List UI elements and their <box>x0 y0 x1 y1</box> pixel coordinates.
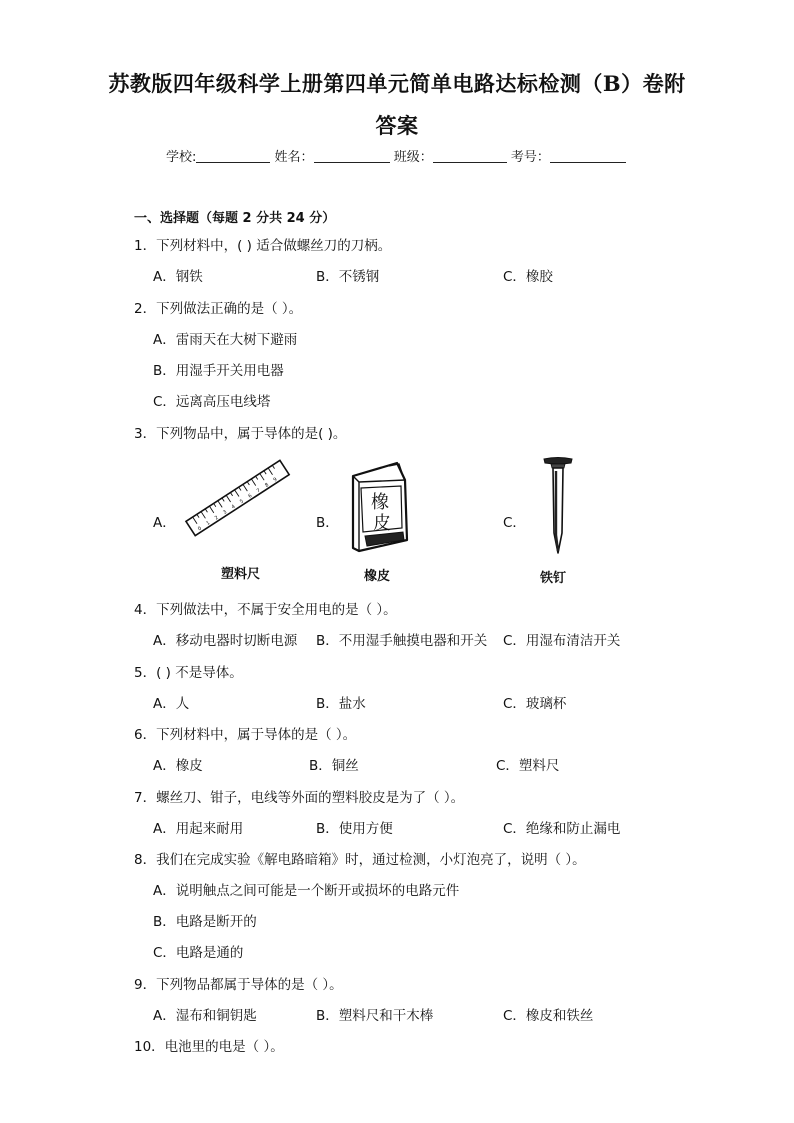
svg-text:8: 8 <box>264 482 271 489</box>
exam-number-blank <box>550 148 626 163</box>
eraser-label-top: 橡 <box>371 492 389 513</box>
q1-option-a: A．钢铁 <box>153 269 203 285</box>
eraser-caption: 橡皮 <box>364 569 391 584</box>
q3-option-a-label: A． <box>153 515 176 531</box>
q2-option-a: A．雷雨天在大树下避雨 <box>153 332 298 348</box>
q4-option-a: A．移动电器时切断电源 <box>153 633 298 649</box>
svg-text:0: 0 <box>196 525 203 533</box>
question-9: 9．下列物品都属于导体的是（ ）。 <box>134 977 343 993</box>
iron-nail-illustration <box>538 455 578 560</box>
q7-option-a: A．用起来耐用 <box>153 821 244 837</box>
q4-option-c: C．用湿布清洁开关 <box>503 633 621 649</box>
q9-option-c: C．橡皮和铁丝 <box>503 1008 594 1024</box>
q6-option-a: A．橡皮 <box>153 758 203 774</box>
question-3: 3．下列物品中，属于导体的是( )。 <box>134 426 347 442</box>
q5-option-a: A．人 <box>153 696 190 712</box>
question-7: 7．螺丝刀、钳子，电线等外面的塑料胶皮是为了（ ）。 <box>134 790 465 806</box>
question-4: 4．下列做法中，不属于安全用电的是（ ）。 <box>134 602 397 618</box>
q8-option-b: B．电路是断开的 <box>153 914 257 930</box>
student-info-line <box>166 146 626 165</box>
q2-option-c: C．远离高压电线塔 <box>153 394 271 410</box>
school-label: 学校: <box>166 150 197 165</box>
svg-text:5: 5 <box>238 498 245 506</box>
q7-option-c: C．绝缘和防止漏电 <box>503 821 621 837</box>
svg-text:1: 1 <box>205 520 212 527</box>
section-heading: 一、选择题（每题 2 分共 24 分） <box>134 211 336 226</box>
question-10: 10．电池里的电是（ ）。 <box>134 1039 284 1055</box>
svg-text:2: 2 <box>213 514 220 522</box>
q7-option-b: B．使用方便 <box>316 821 393 837</box>
q8-option-c: C．电路是通的 <box>153 945 244 961</box>
exam-number-label: 考号： <box>510 150 550 165</box>
question-6: 6．下列材料中，属于导体的是（ ）。 <box>134 727 357 743</box>
question-1: 1．下列材料中，( ) 适合做螺丝刀的刀柄。 <box>134 238 392 254</box>
ruler-caption: 塑料尺 <box>221 567 261 582</box>
name-label: 姓名： <box>274 150 314 165</box>
question-2: 2．下列做法正确的是（ ）。 <box>134 301 303 317</box>
question-8: 8．我们在完成实验《解电路暗箱》时，通过检测，小灯泡亮了，说明（ ）。 <box>134 852 586 868</box>
q1-option-b: B．不锈钢 <box>316 269 380 285</box>
nail-caption: 铁钉 <box>540 571 567 586</box>
class-blank <box>433 148 507 163</box>
q9-option-a: A．湿布和铜钥匙 <box>153 1008 257 1024</box>
q8-option-a: A．说明触点之间可能是一个断开或损坏的电路元件 <box>153 883 460 899</box>
name-blank <box>314 148 390 163</box>
svg-text:7: 7 <box>255 487 262 495</box>
question-5: 5．( ) 不是导体。 <box>134 665 243 681</box>
svg-text:9: 9 <box>272 476 279 484</box>
school-blank <box>196 148 270 163</box>
plastic-ruler-illustration <box>180 452 295 547</box>
exam-title: 苏教版四年级科学上册第四单元简单电路达标检测（B）卷附 <box>108 71 686 96</box>
class-label: 班级： <box>393 150 433 165</box>
q5-option-c: C．玻璃杯 <box>503 696 567 712</box>
q5-option-b: B．盐水 <box>316 696 366 712</box>
eraser-label-bottom: 皮 <box>373 513 391 534</box>
q9-option-b: B．塑料尺和干木棒 <box>316 1008 434 1024</box>
svg-text:3: 3 <box>222 509 229 517</box>
q3-option-b-label: B． <box>316 515 339 531</box>
q4-option-b: B．不用湿手触摸电器和开关 <box>316 633 488 649</box>
svg-text:4: 4 <box>230 503 237 511</box>
q6-option-c: C．塑料尺 <box>496 758 560 774</box>
exam-title-continued: 答案 <box>375 113 419 138</box>
svg-text:6: 6 <box>247 492 254 500</box>
q3-option-c-label: C． <box>503 515 526 531</box>
q1-option-c: C．橡胶 <box>503 269 553 285</box>
q2-option-b: B．用湿手开关用电器 <box>153 363 284 379</box>
q6-option-b: B．铜丝 <box>309 758 359 774</box>
